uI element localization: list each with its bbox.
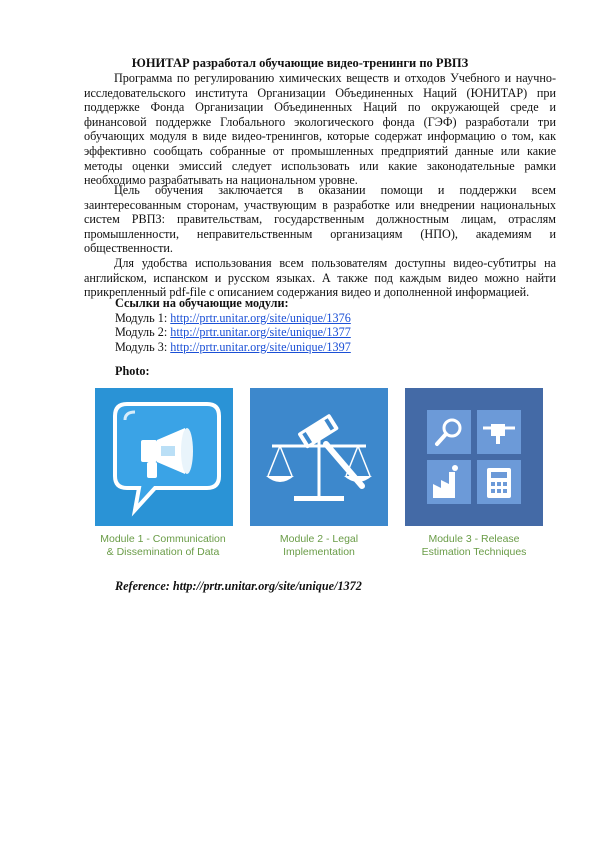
module-link-label: Модуль 3: [115,339,171,354]
module-2-link[interactable]: http://prtr.unitar.org/site/unique/1377 [170,325,351,340]
module-link-row [115,325,351,340]
paragraph-intro [84,71,556,188]
module-3-image [405,388,543,526]
scales-gavel-icon [250,388,388,526]
module-link-label: Модуль 2: [115,325,171,340]
caption-line: Module 1 - Communication [100,533,226,545]
module-links [115,296,351,354]
photo-label: Photo: [115,364,150,378]
caption-line: Implementation [283,545,355,558]
paragraph-text: Цель обучения заключается в оказании помощи и поддержки всем заинтересованным сторонам, участвующим в разработке или внедрении национальных систем РВПЗ: правительствам, государственным должностным лицам, отраслям промышленности, неправительственным организациям (НПО), академиям и общественности. [84,183,556,256]
paragraph-text: Программа по регулированию химических веществ и отходов Учебного и научно-исследовательского института Организации Объединенных Наций (ЮНИТАР) при поддержке Фонда Организации Объединенных Наций по окружающей среде и финансовой поддержке Глобального экологического фонда (ГЭФ) разработали три обучающих модуля в виде видео-тренингов, которые содержат информацию о том, как эффективно сообщать собранные от промышленных предприятий данные или какие методы оценки эмиссий следует использовать или какие законодательные рамки необходимо разрабатывать на национальном уровне. [84,71,556,188]
module-link-row [115,340,351,355]
links-header: Ссылки на обучающие модули: [115,296,289,310]
module-3-link[interactable]: http://prtr.unitar.org/site/unique/1397 [170,339,351,354]
caption-line: Module 3 - Release [428,533,520,545]
module-2-caption [234,533,404,558]
caption-line: & Dissemination of Data [106,545,220,558]
paragraph-subtitles [84,256,556,300]
paragraph-goal [84,183,556,256]
module-1-link[interactable]: http://prtr.unitar.org/site/unique/1376 [170,310,351,325]
module-1-image [95,388,233,526]
module-1-caption [78,533,248,558]
document-title: ЮНИТАР разработал обучающие видео-тренинги по РВПЗ [131,56,469,70]
module-2-image [250,388,388,526]
module-link-label: Модуль 1: [115,310,171,325]
caption-line: Estimation Techniques [421,545,527,558]
megaphone-bubble-icon [95,388,233,526]
reference-line: Reference: http://prtr.unitar.org/site/unique/1372 [115,579,362,593]
module-link-row [115,311,351,326]
estimation-grid-icon [405,388,543,526]
module-3-caption [389,533,559,558]
paragraph-text: Для удобства использования всем пользователям доступны видео-субтитры на английском, испанском и русском языках. А также под каждым видео можно найти прикрепленный pdf-file с описанием содержания видео и дополненной информацией. [84,256,556,300]
caption-line: Module 2 - Legal [279,533,359,545]
